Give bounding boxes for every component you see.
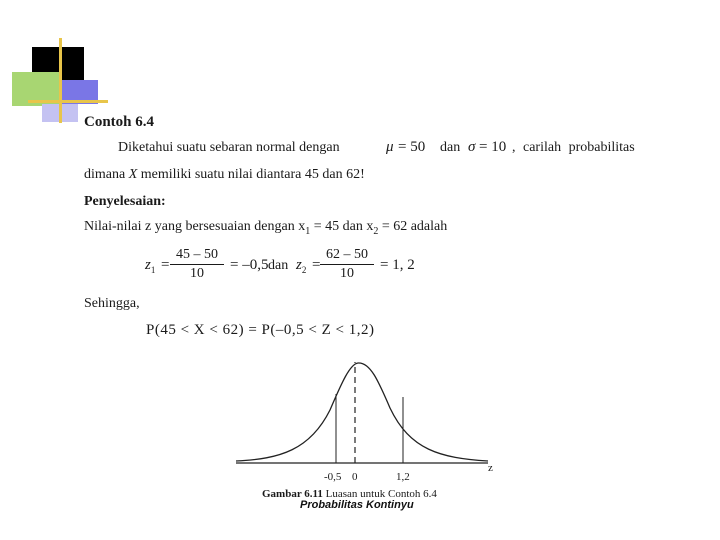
z1-result: = –0,5 (230, 257, 269, 273)
z2-numerator: 62 – 50 (326, 247, 368, 262)
example-heading: Contoh 6.4 (84, 114, 155, 130)
z1-equals: = (161, 257, 170, 273)
normal-curve-figure (230, 350, 500, 490)
tick-label-12: 1,2 (396, 471, 410, 483)
slide-footer: Probabilitas Kontinyu (300, 499, 414, 511)
z1-denominator: 10 (190, 266, 204, 281)
z2-denominator: 10 (340, 266, 354, 281)
conclusion-text: Sehingga, (84, 296, 140, 311)
problem-variable-x: X (128, 167, 138, 182)
z-intro-sub2: 2 (373, 225, 379, 237)
z-dan: dan (268, 258, 289, 273)
z-intro-sub1: 1 (305, 225, 311, 237)
mu-symbol: μ (386, 139, 394, 155)
figure-caption-bold: Gambar 6.11 (262, 488, 323, 500)
tick-label-0: 0 (352, 471, 358, 483)
z2-fraction (320, 247, 374, 282)
z2-subscript: 2 (301, 265, 307, 275)
z-intro-line (84, 219, 447, 237)
sigma-value: = 10 (479, 139, 507, 155)
problem-line2-a: dimana (84, 167, 126, 182)
z1-fraction (170, 247, 224, 282)
problem-line1-end: , carilah probabilitas (512, 140, 635, 155)
solution-heading: Penyelesaian: (84, 194, 166, 209)
decor-gold-vertical-line (59, 38, 62, 123)
z2-fraction-bar (320, 264, 374, 265)
z2-equals: = (312, 257, 321, 273)
z-intro-b: = 45 dan x (310, 219, 374, 234)
decor-gold-horizontal-line (28, 100, 108, 103)
problem-line2-b: memiliki suatu nilai diantara 45 dan 62! (140, 167, 365, 182)
sigma-symbol: σ (468, 139, 476, 155)
z-intro-a: Nilai-nilai z yang bersesuaian dengan x (84, 219, 306, 234)
and-word: dan (440, 140, 461, 155)
problem-line2 (84, 167, 365, 183)
corner-decoration (0, 0, 130, 130)
z1-fraction-bar (170, 264, 224, 265)
probability-equation: P(45 < X < 62) = P(–0,5 < Z < 1,2) (146, 322, 375, 338)
z2-label: $z_2$ (296, 257, 307, 275)
z-intro-c: = 62 adalah (378, 219, 448, 234)
mu-value: = 50 (398, 139, 426, 155)
tick-label-neg05: -0,5 (324, 471, 342, 483)
normal-curve (236, 363, 488, 461)
axis-label-z: z (488, 462, 493, 474)
problem-line1-start: Diketahui suatu sebaran normal dengan (118, 140, 340, 155)
z1-numerator: 45 – 50 (176, 247, 218, 262)
z1-subscript: 1 (150, 265, 156, 275)
z1-label: $z_1$ (145, 257, 156, 275)
z2-result: = 1, 2 (380, 257, 415, 273)
figure-caption-rest: Luasan untuk Contoh 6.4 (322, 488, 437, 500)
